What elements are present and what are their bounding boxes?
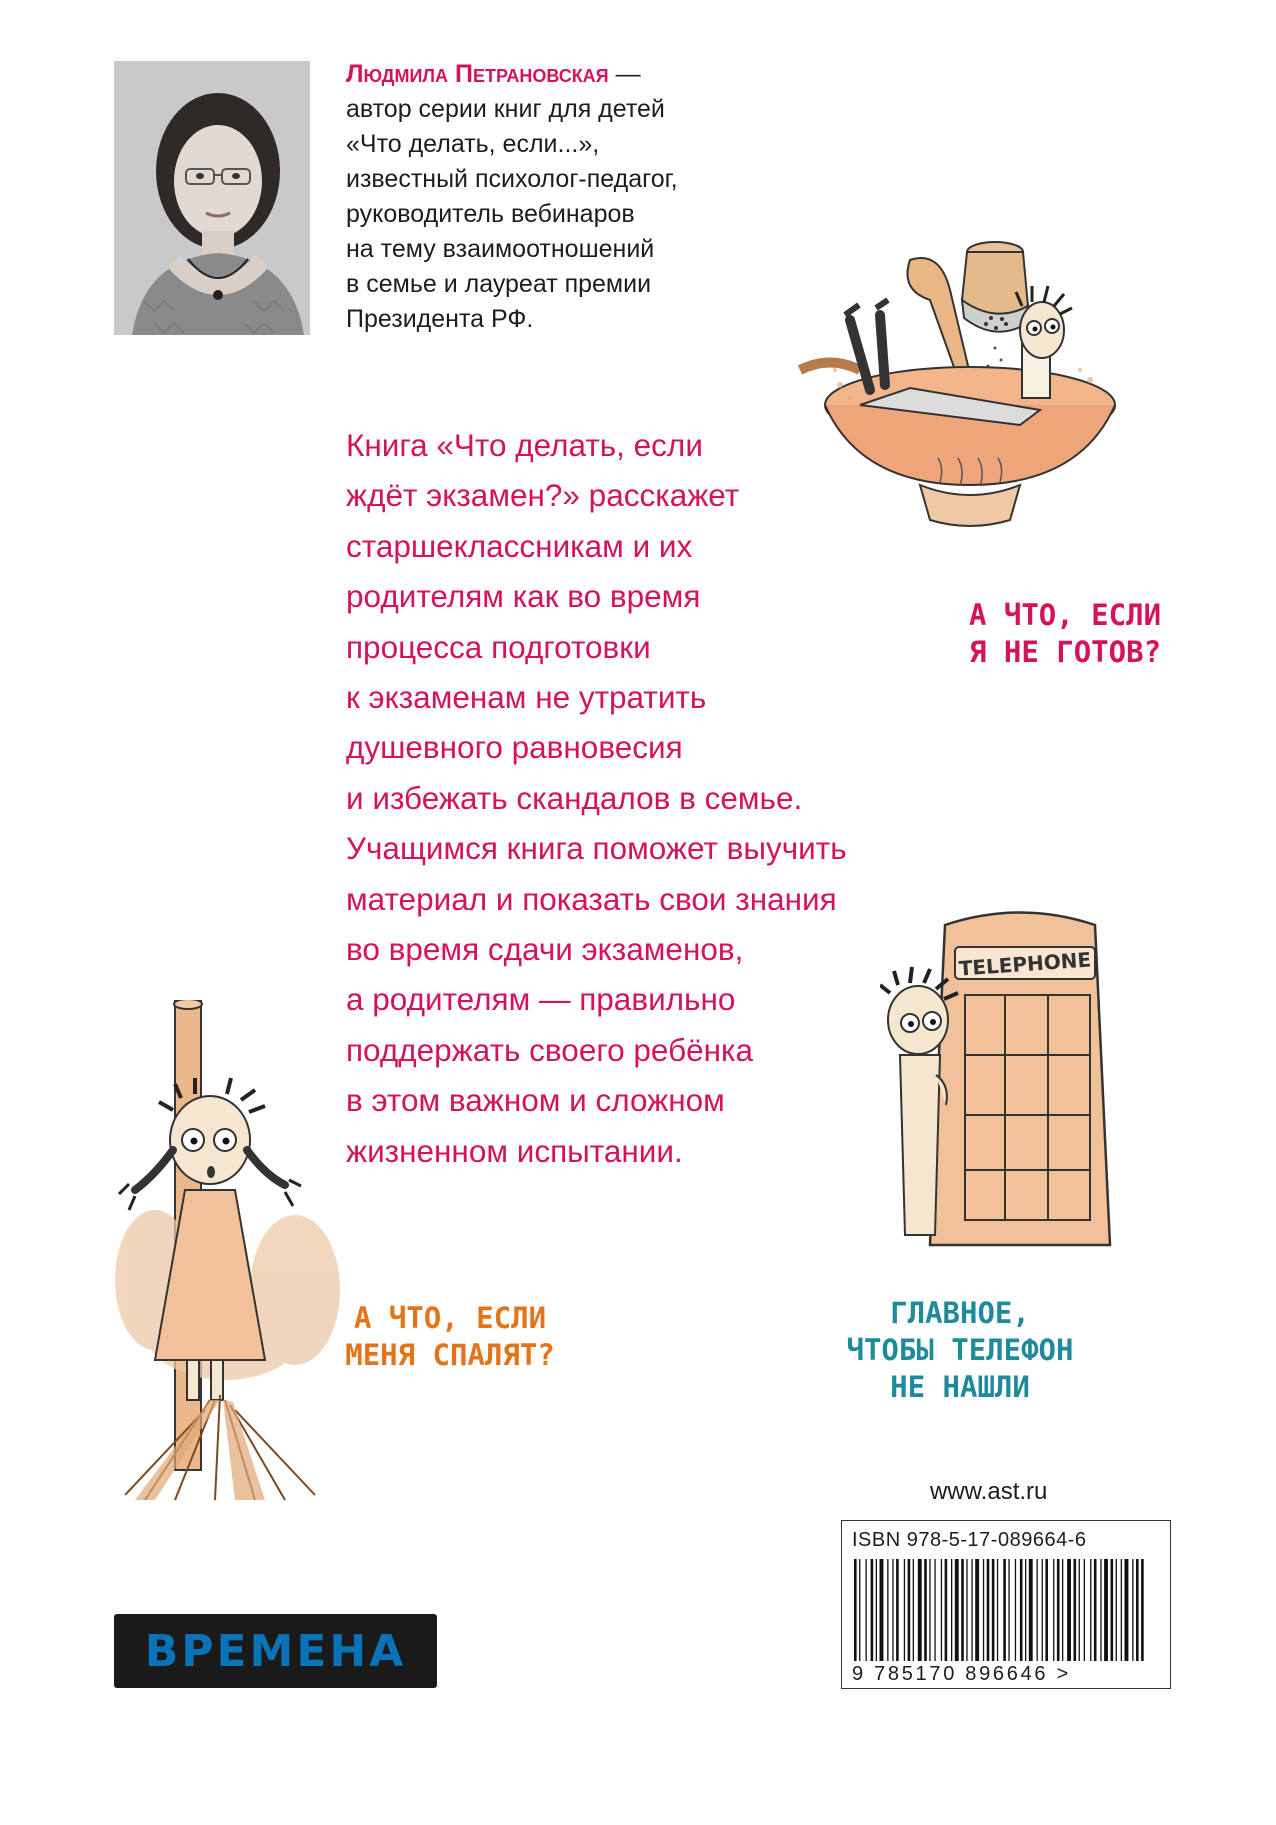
caption-line: МЕНЯ СПАЛЯТ? (345, 1338, 555, 1372)
caption-line: А ЧТО, ЕСЛИ (353, 1301, 547, 1335)
blurb-line: Учащимся книга поможет выучить (346, 830, 847, 867)
caption-line: А ЧТО, ЕСЛИ (968, 598, 1162, 632)
bio-line: известный психолог-педагог, (346, 165, 678, 193)
caption-line: Я НЕ ГОТОВ? (968, 635, 1162, 669)
caption-get-caught (340, 1300, 560, 1374)
bio-line: в семье и лауреат премии (346, 270, 652, 298)
publisher-logo (114, 1614, 437, 1688)
isbn-barcode (841, 1520, 1171, 1689)
blurb-line: и избежать скандалов в семье. (346, 779, 803, 816)
caption-line: ГЛАВНОЕ, (890, 1296, 1030, 1330)
blurb-line: к экзаменам не утратить (346, 679, 707, 716)
blurb-line: поддержать своего ребёнка (346, 1031, 754, 1068)
isbn-label: ISBN 978-5-17-089664-6 (852, 1529, 1087, 1551)
barcode-bars (852, 1559, 1150, 1661)
blurb-line: Книга «Что делать, если (346, 427, 703, 463)
caption-line: ЧТОБЫ ТЕЛЕФОН (846, 1333, 1074, 1367)
author-dash: — (608, 60, 641, 88)
blurb-line: ждёт экзамен?» расскажет (346, 477, 740, 514)
blurb-line: материал и показать свои знания (346, 880, 837, 917)
telephone-booth-illustration (880, 905, 1200, 1265)
publisher-name: ВРЕМЕНА (144, 1625, 407, 1677)
blurb-line: в этом важном и сложном (346, 1082, 725, 1119)
blurb-line: во время сдачи экзаменов, (346, 931, 744, 968)
barcode-digits: 9 785170 896646 > (852, 1663, 1071, 1685)
blurb-line: а родителям — правильно (346, 981, 736, 1018)
author-name: Людмила Петрановская (346, 60, 609, 88)
bio-line: руководитель вебинаров (346, 200, 635, 228)
blurb-line: родителям как во время (346, 578, 701, 615)
publisher-website: www.ast.ru (930, 1478, 1048, 1505)
frying-pan-illustration (790, 220, 1150, 580)
author-name-line (346, 57, 766, 92)
bio-line: на тему взаимоотношений (346, 235, 655, 263)
bio-line: Президента РФ. (346, 305, 534, 333)
bio-line: «Что делать, если...», (346, 130, 600, 158)
blurb-line: жизненном испытании. (346, 1132, 683, 1169)
girl-at-stake-illustration (115, 1000, 355, 1505)
salt-shaker-icon (962, 242, 1028, 388)
booth-sign: TELEPHONE (957, 947, 1092, 981)
blurb-line: процесса подготовки (346, 628, 651, 665)
blurb-line: душевного равновесия (346, 729, 683, 766)
caption-line: НЕ НАШЛИ (890, 1370, 1030, 1404)
caption-hide-phone (810, 1295, 1110, 1406)
author-photo (114, 61, 310, 335)
caption-not-ready (935, 597, 1195, 671)
bio-line: автор серии книг для детей (346, 95, 665, 123)
author-bio (346, 57, 766, 337)
blurb-line: старшеклассникам и их (346, 527, 693, 564)
